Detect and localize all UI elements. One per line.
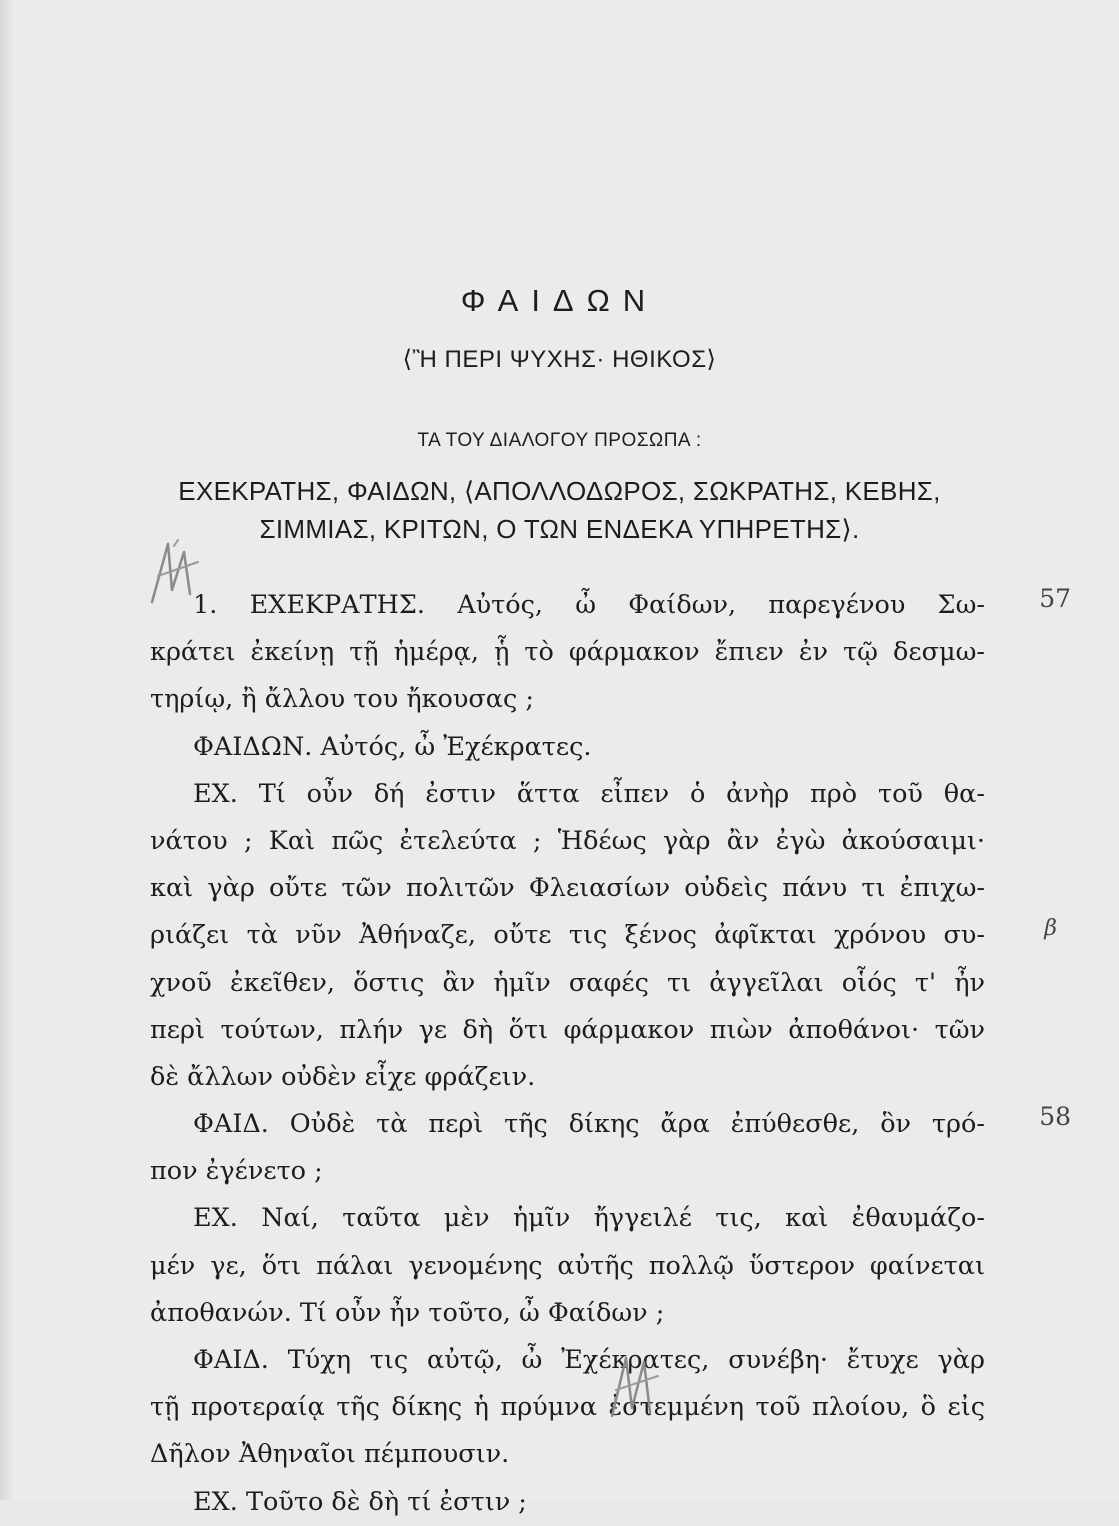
text-line: καὶ γὰρ οὔτε τῶν πολιτῶν Φλειασίων οὐδεὶς πάνυ τι ἐπιχω- (150, 873, 985, 904)
text-line: κράτει ἐκείνῃ τῇ ἡμέρᾳ, ᾗ τὸ φάρμακον ἔπιεν ἐν τῷ δεσμω- (150, 637, 985, 668)
text-line: ΕΧ. Ναί, ταῦτα μὲν ἡμῖν ἤγγειλέ τις, καὶ ἐθαυμάζο- (193, 1203, 985, 1234)
text-line: 1. ΕΧΕΚΡΑΤΗΣ. Αὐτός, ὦ Φαίδων, παρεγένου Σω- (193, 590, 985, 620)
text-line: δὲ ἄλλων οὐδὲν εἶχε φράζειν. (150, 1061, 536, 1092)
personae-line: ΣΙΜΜΙΑΣ, ΚΡΙΤΩΝ, Ο ΤΩΝ ΕΝΔΕΚΑ ΥΠΗΡΕΤΗΣ⟩. (259, 514, 860, 544)
text-line: πον ἐγένετο ; (150, 1156, 323, 1187)
text-line: περὶ τούτων, πλήν γε δὴ ὅτι φάρμακον πιὼν ἀποθάνοι· τῶν (150, 1014, 985, 1045)
personae-line: ΕΧΕΚΡΑΤΗΣ, ΦΑΙΔΩΝ, ⟨ΑΠΟΛΛΟΔΩΡΟΣ, ΣΩΚΡΑΤΗΣ, ΚΕΒΗΣ, (178, 476, 941, 506)
personae-heading: ΤΑ ΤΟΥ ΔΙΑΛΟΓΟΥ ΠΡΟΣΩΠΑ : (417, 430, 702, 451)
dialogue-text (150, 582, 985, 1526)
text-line: Δῆλον Ἀθηναῖοι πέμπουσιν. (150, 1439, 510, 1470)
text-line: ΕΧ. Τοῦτο δὲ δὴ τί ἐστιν ; (193, 1486, 527, 1517)
text-line: ΕΧ. Τί οὖν δή ἐστιν ἅττα εἶπεν ὁ ἀνὴρ πρὸ τοῦ θα- (193, 778, 985, 809)
text-line: τηρίῳ, ἢ ἄλλου του ἤκουσας ; (150, 684, 535, 715)
page-edge-shadow (0, 0, 14, 1500)
margin-page-ref-57: 57 (1039, 584, 1071, 613)
personae-list (0, 472, 1119, 548)
dialogue-title: ΦΑΙΔΩΝ (460, 283, 659, 318)
text-line: ἀποθανών. Τί οὖν ἦν τοῦτο, ὦ Φαίδων ; (150, 1297, 665, 1328)
text-line: ΦΑΙΔ. Τύχη τις αὐτῷ, ὦ Ἐχέκρατες, συνέβη· ἔτυχε γὰρ (193, 1345, 985, 1375)
text-line: ΦΑΙΔ. Οὐδὲ τὰ περὶ τῆς δίκης ἄρα ἐπύθεσθε, ὃν τρό- (193, 1109, 985, 1140)
text-line: τῇ προτεραίᾳ τῆς δίκης ἡ πρύμνα ἐστεμμένη τοῦ πλοίου, ὃ εἰς (150, 1392, 985, 1423)
text-line: ΦΑΙΔΩΝ. Αὐτός, ὦ Ἐχέκρατες. (193, 731, 592, 762)
margin-page-ref-58: 58 (1039, 1102, 1071, 1131)
text-line: χνοῦ ἐκεῖθεν, ὅστις ἂν ἡμῖν σαφές τι ἀγγεῖλαι οἷός τ' ἦν (150, 967, 985, 998)
text-line: μέν γε, ὅτι πάλαι γενομένης αὐτῆς πολλῷ ὕστερον φαίνεται (150, 1250, 985, 1281)
text-line: νάτου ; Καὶ πῶς ἐτελεύτα ; Ἡδέως γὰρ ἂν ἐγὼ ἀκούσαιμι· (150, 825, 985, 856)
text-line: ριάζει τὰ νῦν Ἀθήναζε, οὔτε τις ξένος ἀφῖκται χρόνου συ- (150, 920, 985, 951)
margin-section-ref-b: β (1044, 916, 1057, 941)
dialogue-subtitle: ⟨Ἢ ΠΕΡΙ ΨΥΧΗΣ· ΗΘΙΚΟΣ⟩ (402, 346, 717, 373)
